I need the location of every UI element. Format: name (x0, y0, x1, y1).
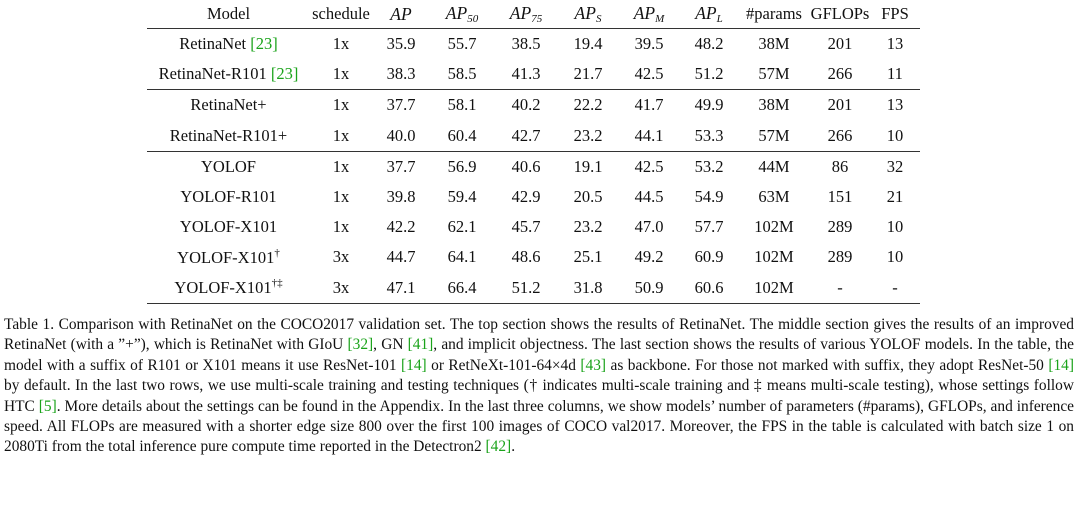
ap75-cell: 42.7 (511, 125, 541, 145)
apm-cell: 44.1 (634, 125, 664, 145)
citation-link[interactable]: [41] (407, 336, 434, 354)
header-apl: $AP_L$ (680, 0, 738, 29)
ap50-cell: 55.7 (447, 34, 477, 54)
gflops-cell: 201 (827, 34, 853, 54)
ap50-cell: 56.9 (430, 151, 494, 182)
ap50-cell: 66.4 (430, 273, 494, 304)
dagger-mark: †‡ (271, 277, 283, 290)
aps-cell: 21.7 (573, 64, 603, 84)
gflops-cell: 201 (810, 90, 870, 121)
schedule-cell: 1x (310, 90, 372, 121)
header-apm: $AP_M$ (618, 0, 680, 29)
ap50-cell: 60.4 (447, 125, 477, 145)
model-cell: RetinaNet [23] (179, 34, 278, 54)
table-row (147, 151, 920, 182)
citation-link[interactable]: [43] (580, 356, 607, 374)
apm-cell: 41.7 (618, 90, 680, 121)
gflops-cell: 151 (827, 187, 853, 207)
apm-cell: 42.5 (634, 64, 664, 84)
schedule-cell: 1x (332, 187, 350, 207)
ap-cell: 35.9 (386, 34, 416, 54)
ap50-cell: 62.1 (447, 217, 477, 237)
gflops-cell: 266 (827, 64, 853, 84)
table-header-row (147, 0, 920, 29)
header-ap: AP (372, 0, 430, 29)
table-row (147, 242, 920, 272)
apm-cell: 50.9 (618, 273, 680, 304)
gflops-cell: 266 (827, 125, 853, 145)
params-cell: 57M (758, 125, 790, 145)
ap50-cell: 58.5 (447, 64, 477, 84)
schedule-cell: 1x (332, 34, 350, 54)
table-row (147, 59, 920, 90)
aps-cell: 20.5 (573, 187, 603, 207)
table-caption: Table 1. Comparison with RetinaNet on the COCO2017 validation set. The top section shows the results of RetinaNet. The middle section gives the results of an improved RetinaNet (with a ”+”), which is RetinaNet with GIoU [32], GN [41], and implicit objectness. The last section shows the results of various YOLOF models. In the table, the model with a suffix of R101 or X101 means it use ResNet-101 [14] or RetNeXt-101-64×4d [43] as backbone. For those not marked with suffix, they adopt ResNet-50 [14] by default. In the last two rows, we use multi-scale training and testing techniques († indicates multi-scale training and ‡ means multi-scale testing), whose settings follow HTC [5]. More details about the settings can be found in the Appendix. In the last three columns, we show models’ number of parameters (#params), GFLOPs, and inference speed. All FLOPs are measured with a shorter edge size 800 over the first 100 images of COCO val2017. Moreover, the FPS in the table is calculated with batch size 1 on 2080Ti from the total inference pure compute time reported in the Detectron2 [42]. (4, 316, 1074, 456)
aps-cell: 31.8 (558, 273, 618, 304)
model-cell: RetinaNet-R101 [23] (158, 64, 299, 84)
dagger-mark: † (274, 246, 280, 259)
header-aps: $AP_S$ (558, 0, 618, 29)
aps-cell: 19.4 (573, 34, 603, 54)
aps-cell: 22.2 (558, 90, 618, 121)
header-ap50: $AP_{50}$ (430, 0, 494, 29)
header-params: #params (738, 0, 810, 29)
ap-cell: 44.7 (386, 247, 416, 267)
citation-link[interactable]: [42] (485, 438, 512, 456)
header-fps: FPS (870, 0, 920, 29)
table-row (147, 182, 920, 212)
schedule-cell: 1x (310, 151, 372, 182)
header-gflops: GFLOPs (810, 0, 870, 29)
apm-cell: 44.5 (634, 187, 664, 207)
citation-link[interactable]: [23] (270, 64, 299, 84)
schedule-cell: 1x (332, 125, 350, 145)
params-cell: 102M (754, 217, 794, 237)
table-row (147, 212, 920, 242)
model-cell: YOLOF-R101 (180, 187, 277, 207)
apm-cell: 47.0 (634, 217, 664, 237)
params-cell: 38M (758, 34, 790, 54)
ap50-cell: 64.1 (447, 247, 477, 267)
ap-cell: 47.1 (372, 273, 430, 304)
fps-cell: 10 (886, 125, 904, 145)
params-cell: 63M (758, 187, 790, 207)
fps-cell: 13 (886, 34, 904, 54)
citation-link[interactable]: [14] (1048, 356, 1074, 374)
gflops-cell: 86 (810, 151, 870, 182)
params-cell: 102M (754, 247, 794, 267)
apl-cell: 48.2 (694, 34, 724, 54)
fps-cell: 13 (870, 90, 920, 121)
citation-link[interactable]: [5] (38, 397, 57, 415)
apl-cell: 51.2 (694, 64, 724, 84)
apl-cell: 54.9 (694, 187, 724, 207)
params-cell: 38M (738, 90, 810, 121)
model-cell: RetinaNet+ (147, 90, 310, 121)
params-cell: 102M (738, 273, 810, 304)
fps-cell: - (870, 273, 920, 304)
fps-cell: 32 (870, 151, 920, 182)
ap50-cell: 58.1 (430, 90, 494, 121)
ap-cell: 42.2 (386, 217, 416, 237)
aps-cell: 23.2 (573, 125, 603, 145)
ap75-cell: 40.2 (494, 90, 558, 121)
ap-cell: 39.8 (386, 187, 416, 207)
table-row (147, 121, 920, 152)
table-row (147, 273, 920, 304)
model-cell: YOLOF-X101†‡ (147, 273, 310, 304)
schedule-cell: 1x (332, 64, 350, 84)
results-table (147, 0, 920, 304)
params-cell: 44M (738, 151, 810, 182)
params-cell: 57M (758, 64, 790, 84)
ap-cell: 37.7 (372, 90, 430, 121)
fps-cell: 10 (886, 247, 904, 267)
apl-cell: 57.7 (694, 217, 724, 237)
aps-cell: 19.1 (558, 151, 618, 182)
model-cell: YOLOF-X101† (177, 246, 280, 267)
table-row (147, 29, 920, 60)
apm-cell: 39.5 (634, 34, 664, 54)
model-cell: YOLOF (147, 151, 310, 182)
gflops-cell: 289 (827, 217, 853, 237)
apl-cell: 53.3 (694, 125, 724, 145)
citation-link[interactable]: [14] (401, 356, 427, 374)
header-schedule: schedule (310, 0, 372, 29)
fps-cell: 21 (886, 187, 904, 207)
fps-cell: 10 (886, 217, 904, 237)
table-row (147, 90, 920, 121)
ap75-cell: 42.9 (511, 187, 541, 207)
ap75-cell: 41.3 (511, 64, 541, 84)
citation-link[interactable]: [32] (347, 336, 374, 354)
model-cell: YOLOF-X101 (179, 217, 278, 237)
ap75-cell: 38.5 (511, 34, 541, 54)
schedule-cell: 1x (332, 217, 350, 237)
ap75-cell: 45.7 (511, 217, 541, 237)
aps-cell: 25.1 (573, 247, 603, 267)
fps-cell: 11 (887, 64, 903, 84)
schedule-cell: 3x (310, 273, 372, 304)
apl-cell: 60.9 (694, 247, 724, 267)
schedule-cell: 3x (332, 247, 350, 267)
ap50-cell: 59.4 (447, 187, 477, 207)
apm-cell: 42.5 (618, 151, 680, 182)
header-ap75: $AP_{75}$ (494, 0, 558, 29)
gflops-cell: 289 (827, 247, 853, 267)
ap75-cell: 40.6 (494, 151, 558, 182)
apl-cell: 49.9 (680, 90, 738, 121)
ap75-cell: 51.2 (494, 273, 558, 304)
aps-cell: 23.2 (573, 217, 603, 237)
ap75-cell: 48.6 (511, 247, 541, 267)
header-model: Model (147, 0, 310, 29)
apl-cell: 60.6 (680, 273, 738, 304)
gflops-cell: - (810, 273, 870, 304)
model-cell: RetinaNet-R101+ (169, 125, 288, 145)
ap-cell: 40.0 (386, 125, 416, 145)
apm-cell: 49.2 (634, 247, 664, 267)
ap-cell: 37.7 (372, 151, 430, 182)
apl-cell: 53.2 (680, 151, 738, 182)
citation-link[interactable]: [23] (250, 34, 278, 54)
ap-cell: 38.3 (386, 64, 416, 84)
